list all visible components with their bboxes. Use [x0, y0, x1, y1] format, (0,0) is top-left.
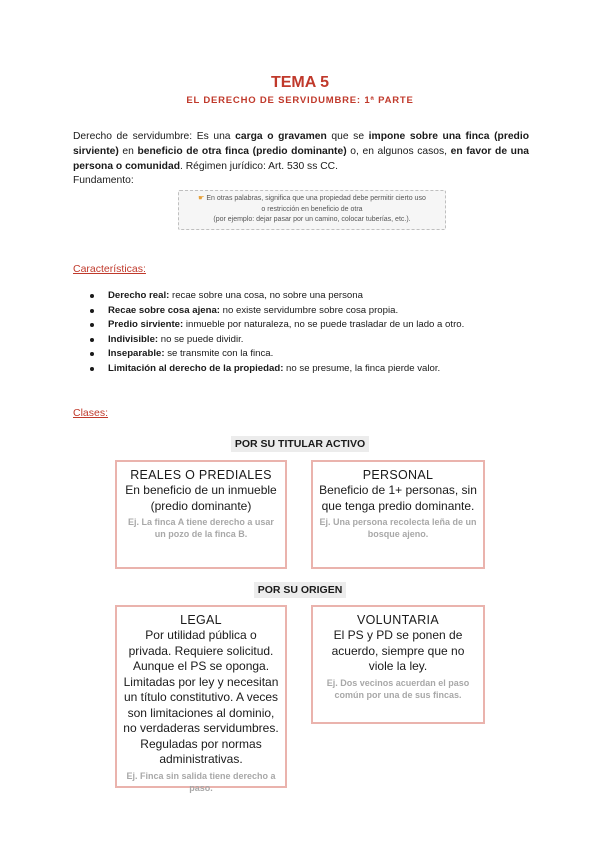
card-body: En beneficio de un inmueble (predio dominante) [125, 483, 277, 513]
list-item [88, 289, 558, 304]
card-example: Ej. Una persona recolecta leña de un bosque ajeno. [319, 517, 477, 539]
card-reales-prediales [115, 460, 287, 569]
caracteristicas-heading: Características: [73, 263, 146, 275]
item-desc: recae sobre una cosa, no sobre una persona [169, 290, 363, 301]
card-title: LEGAL [180, 613, 222, 627]
item-desc: se transmite con la finca. [164, 348, 274, 360]
card-example: Ej. La finca A tiene derecho a usar un pozo de la finca B. [128, 517, 274, 539]
card-title: REALES O PREDIALES [130, 468, 272, 482]
card-personal [311, 460, 485, 569]
item-term: Derecho real: [108, 290, 170, 301]
caracteristicas-list [88, 289, 558, 377]
card-example: Ej. Finca sin salida tiene derecho a paso. [126, 770, 276, 793]
item-desc: no existe servidumbre sobre cosa propia. [220, 304, 399, 316]
card-body: Por utilidad pública o privada. Requiere solicitud. Aunque el PS se oponga. Limitadas por ley y necesitan un título constitutivo. A veces son limitaciones al dominio, no verdaderas servidumbres. Reguladas por normas administrativas. [123, 628, 279, 766]
titular-activo-heading [0, 438, 600, 450]
list-item [88, 304, 558, 319]
card-title: VOLUNTARIA [357, 613, 439, 627]
definition-paragraph [73, 129, 529, 174]
origen-heading-text: POR SU ORIGEN [254, 582, 347, 598]
intro-text-1: Derecho de servidumbre: Es una [73, 131, 236, 142]
page-subtitle: EL DERECHO DE SERVIDUMBRE: 1ª PARTE [186, 95, 414, 106]
hand-pointing-icon: ☛ [198, 195, 205, 202]
note-line-1 [179, 194, 445, 205]
intro-bold-4: en favor de una persona o comunidad [73, 146, 529, 172]
item-desc: no se puede dividir. [158, 333, 244, 345]
intro-text-4: o, en algunos casos, [346, 146, 451, 157]
intro-text-5: . Régimen jurídico: Art. 530 ss CC. [180, 161, 338, 172]
titular-activo-heading-text: POR SU TITULAR ACTIVO [231, 436, 369, 452]
card-example: Ej. Dos vecinos acuerdan el paso común por una de sus fincas. [326, 677, 470, 700]
item-term: Inseparable: [108, 348, 165, 360]
origen-heading [0, 584, 600, 596]
item-term: Indivisible: [108, 333, 159, 345]
item-desc: inmueble por naturaleza, no se puede trasladar de un lado a otro. [183, 319, 465, 331]
card-body: El PS y PD se ponen de acuerdo, siempre que no viole la ley. [331, 628, 465, 673]
intro-text-2: que se [326, 131, 369, 142]
intro-bold-1: carga o gravamen [235, 131, 327, 142]
list-item [88, 333, 558, 348]
list-item [88, 318, 558, 333]
card-title: PERSONAL [362, 468, 434, 482]
note-line-2: o restricción en beneficio de otra [261, 205, 363, 213]
card-body: Beneficio de 1+ personas, sin que tenga predio dominante. [319, 483, 477, 513]
clases-heading: Clases: [73, 407, 109, 419]
card-voluntaria [311, 605, 485, 724]
page-title: TEMA 5 [270, 74, 330, 91]
item-term: Limitación al derecho de la propiedad: [108, 362, 284, 374]
item-desc: no se presume, la finca pierde valor. [283, 362, 441, 374]
intro-bold-3: beneficio de otra finca (predio dominante) [137, 146, 347, 157]
item-term: Recae sobre cosa ajena: [108, 304, 220, 316]
fundamento-note [178, 190, 446, 230]
intro-bold-2: impone sobre una finca (predio sirviente) [73, 131, 529, 157]
item-term: Predio sirviente: [108, 319, 184, 331]
fundamento-label: Fundamento: [73, 175, 134, 186]
note-text-1: En otras palabras, significa que una propiedad debe permitir cierto uso [206, 195, 426, 202]
note-line-3: (por ejemplo: dejar pasar por un camino, colocar tuberías, etc.). [213, 216, 411, 223]
card-legal [115, 605, 287, 793]
list-item [88, 362, 558, 377]
list-item [88, 347, 558, 362]
intro-text-3: en [118, 146, 138, 157]
